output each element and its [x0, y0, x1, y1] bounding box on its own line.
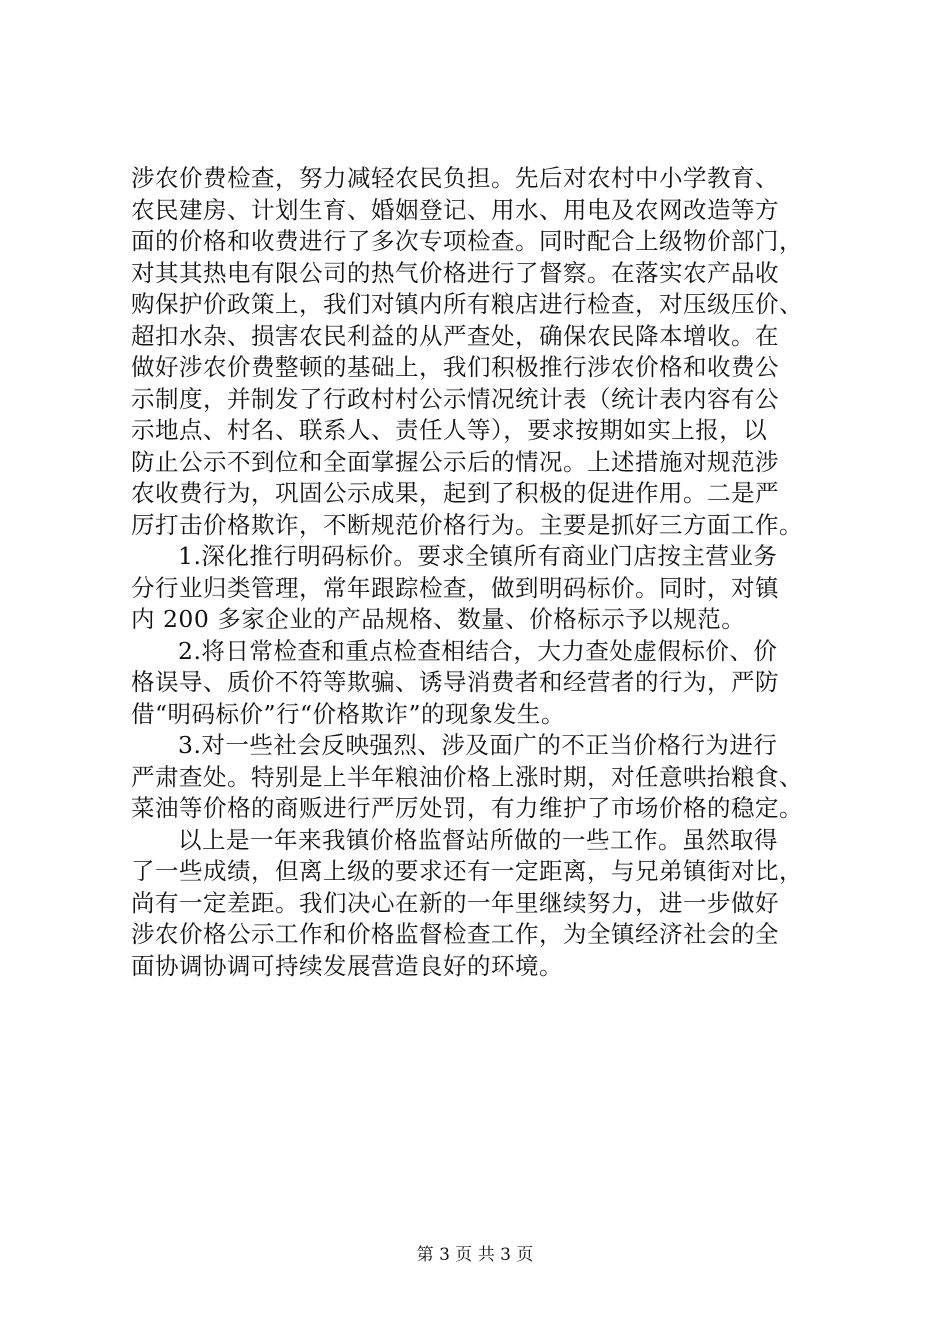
text-line: 农民建房、计划生育、婚姻登记、用水、用电及农网改造等方	[131, 195, 779, 224]
text-line: 了一些成绩，但离上级的要求还有一定距离，与兄弟镇街对比，	[131, 857, 803, 885]
text-line: 严肃查处。特别是上半年粮油价格上涨时期，对任意哄抬粮食、	[131, 762, 803, 791]
text-line: 尚有一定差距。我们决心在新的一年里继续努力，进一步做好	[131, 888, 779, 917]
paragraph-start-line: 3.对一些社会反映强烈、涉及面广的不正当价格行为进行	[178, 731, 778, 759]
text-line: 面协调协调可持续发展营造良好的环境。	[131, 951, 563, 980]
text-line: 超扣水杂、损害农民利益的从严查处，确保农民降本增收。在	[131, 321, 779, 350]
text-line: 内 200 多家企业的产品规格、数量、价格标示予以规范。	[131, 605, 746, 633]
text-line: 做好涉农价费整顿的基础上，我们积极推行涉农价格和收费公	[131, 353, 779, 381]
paragraph-start-line: 2.将日常检查和重点检查相结合，大力查处虚假标价、价	[178, 636, 778, 665]
page-number-footer: 第 3 页 共 3 页	[416, 1245, 534, 1265]
text-line: 涉农价费检查，努力减轻农民负担。先后对农村中小学教育、	[131, 164, 779, 192]
paragraph-start-line: 以上是一年来我镇价格监督站所做的一些工作。虽然取得	[178, 825, 778, 854]
text-line: 格误导、质价不符等欺骗、诱导消费者和经营者的行为，严防	[131, 668, 779, 696]
text-line: 示地点、村名、联系人、责任人等），要求按期如实上报，以	[131, 416, 768, 444]
text-line: 涉农价格公示工作和价格监督检查工作，为全镇经济社会的全	[131, 920, 779, 948]
text-line: 对其其热电有限公司的热气价格进行了督察。在落实农产品收	[131, 258, 779, 287]
document-body	[131, 163, 861, 982]
text-line: 厉打击价格欺诈，不断规范价格行为。主要是抓好三方面工作。	[131, 510, 803, 539]
text-line: 借“明码标价”行“价格欺诈”的现象发生。	[131, 699, 566, 728]
text-line: 面的价格和收费进行了多次专项检查。同时配合上级物价部门，	[131, 227, 803, 255]
paragraph-start-line: 1.深化推行明码标价。要求全镇所有商业门店按主营业务	[178, 542, 778, 570]
text-line: 菜油等价格的商贩进行严厉处罚，有力维护了市场价格的稳定。	[131, 794, 803, 822]
text-line: 分行业归类管理，常年跟踪检查，做到明码标价。同时，对镇	[131, 573, 779, 602]
text-line: 示制度，并制发了行政村村公示情况统计表（统计表内容有公	[131, 384, 779, 413]
text-line: 防止公示不到位和全面掌握公示后的情况。上述措施对规范涉	[131, 447, 779, 476]
text-line: 农收费行为，巩固公示成果，起到了积极的促进作用。二是严	[131, 479, 779, 507]
text-line: 购保护价政策上，我们对镇内所有粮店进行检查，对压级压价、	[131, 290, 803, 318]
